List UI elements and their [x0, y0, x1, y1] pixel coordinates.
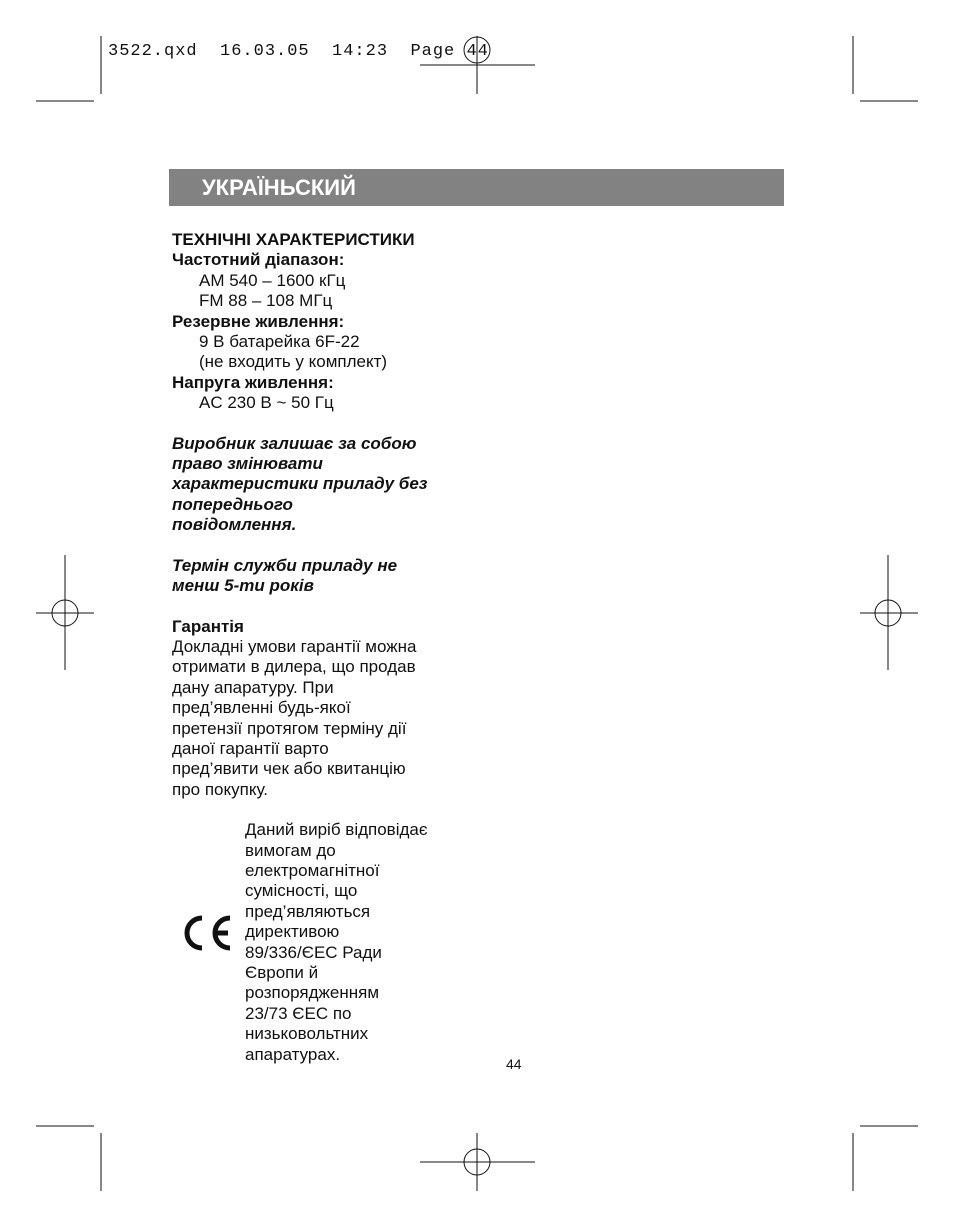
compliance-line: сумісності, що — [245, 881, 358, 901]
main-content — [172, 230, 472, 1064]
notice-line: Виробник залишає за собою — [172, 433, 417, 453]
warranty-line: отримати в дилера, що продав — [172, 657, 416, 677]
warranty-heading: Гарантія — [172, 616, 244, 636]
voltage-value: AC 230 В ~ 50 Гц — [199, 393, 334, 413]
warranty-line: претензії протягом терміну дії — [172, 718, 407, 738]
compliance-line: Даний виріб відповідає — [245, 820, 428, 840]
print-slug: 3522.qxd 16.03.05 14:23 Page 44 — [108, 42, 489, 61]
warranty-line: пред’явленні будь-якої — [172, 698, 351, 718]
compliance-line: 23/73 ЄЕС по — [245, 1003, 352, 1023]
warranty-text — [172, 637, 472, 800]
backup-label: Резервне живлення: — [172, 311, 345, 331]
compliance-line: 89/336/ЄЕС Ради — [245, 942, 382, 962]
compliance-line: пред’являються — [245, 901, 371, 921]
ce-mark-icon — [180, 914, 234, 952]
registration-mark-top — [420, 36, 535, 94]
compliance-line: розпорядженням — [245, 983, 380, 1003]
compliance-line: Європи й — [245, 963, 319, 982]
notice-line: менш 5-ти років — [172, 576, 314, 596]
notice-line: характеристики приладу без — [172, 474, 428, 494]
specs-heading: ТЕХНІЧНІ ХАРАКТЕРИСТИКИ — [172, 230, 415, 249]
compliance-line: вимогам до — [245, 840, 336, 860]
freq-label: Частотний діапазон: — [172, 250, 345, 270]
warranty-line: дану апаратуру. При — [172, 677, 334, 697]
freq-am: AM 540 – 1600 кГц — [199, 270, 346, 290]
warranty-line: даної гарантії варто — [172, 738, 329, 758]
compliance-line: директивою — [245, 922, 340, 942]
registration-mark-right — [860, 555, 918, 670]
registration-mark-bottom — [420, 1133, 535, 1191]
notice-line: право змінювати — [172, 454, 323, 474]
voltage-label: Напруга живлення: — [172, 372, 334, 392]
page-number: 44 — [506, 1056, 522, 1072]
service-life-notice — [172, 556, 472, 597]
warranty-line: про покупку. — [172, 779, 268, 799]
registration-mark-left — [36, 555, 94, 670]
notice-line: попереднього — [172, 494, 293, 514]
manufacturer-notice — [172, 434, 472, 536]
compliance-block — [172, 820, 472, 1064]
warranty-line: Докладні умови гарантії можна — [172, 636, 417, 656]
backup-line: 9 В батарейка 6F-22 — [199, 332, 360, 352]
compliance-line: апаратурах. — [245, 1044, 341, 1064]
backup-note: (не входить у комплект) — [199, 352, 388, 372]
notice-line: повідомлення. — [172, 515, 297, 535]
freq-fm: FM 88 – 108 МГц — [199, 291, 333, 311]
compliance-line: низьковольтних — [245, 1024, 369, 1044]
notice-line: Термін служби приладу не — [172, 555, 398, 575]
language-banner — [169, 169, 784, 206]
compliance-text — [245, 820, 475, 1065]
warranty-line: пред’явити чек або квитанцію — [172, 759, 406, 779]
language-title: УКРАЇНЬСКИЙ — [202, 175, 356, 200]
compliance-line: електромагнітної — [245, 860, 380, 880]
